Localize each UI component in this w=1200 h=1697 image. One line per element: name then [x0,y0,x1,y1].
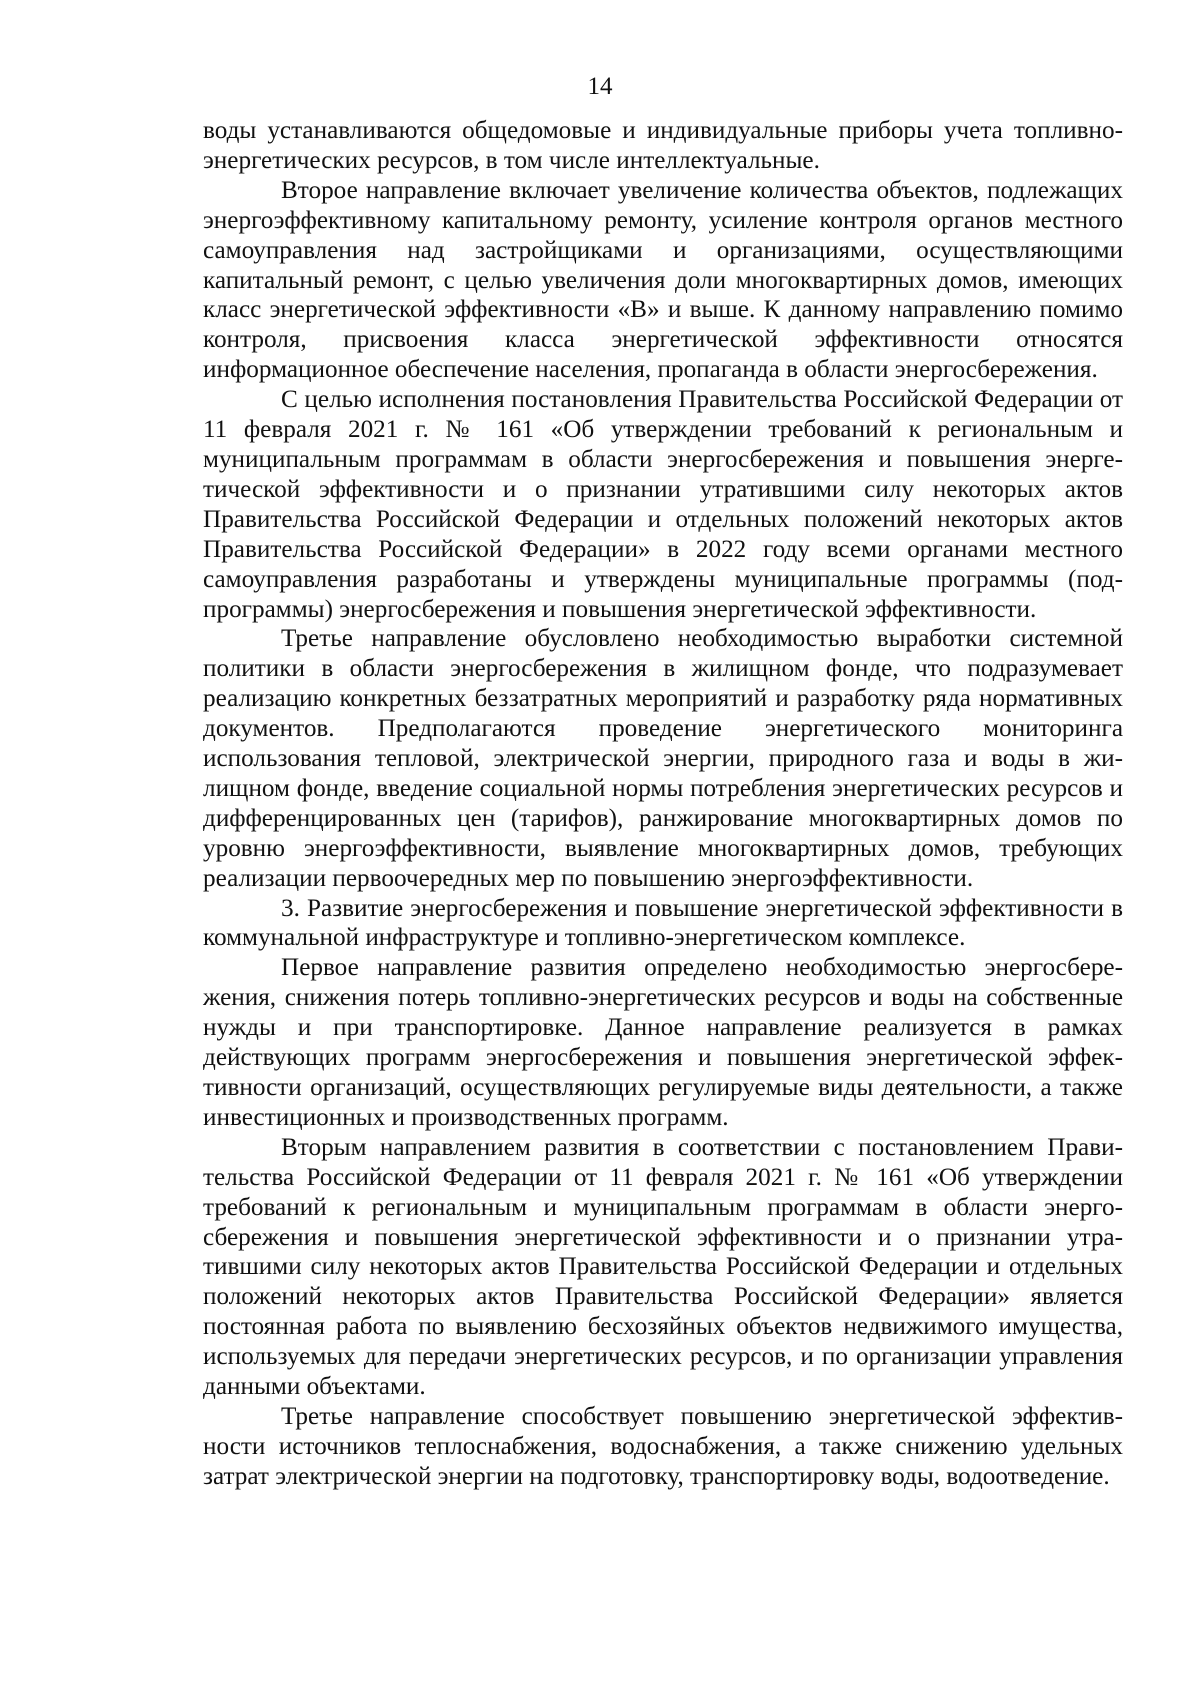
paragraph-third-development-direction: Третье направление способствует повышению энергетической эффективности источников теплоснабжения, водоснабжения, а также снижению удельных затрат электрической энергии на подготовку, транспортировку воды, водоотведение. [203,1402,1123,1490]
document-body [203,116,1123,1492]
section-heading-3: 3. Развитие энергосбережения и повышение энергетической эффективности в коммунальной инфраструктуре и топливно-энергетическом комплексе. [203,894,1123,952]
paragraph-first-development-direction: Первое направление развития определено необходимостью энергосбережения, снижения потерь топливно-энергетических ресурсов и воды на собственные нужды и при транспортировке. Данное направление реализуется в рамках действующих программ энергосбережения и повышения энергетической эффективности организаций, осуществляющих регулируемые виды деятельности, а также инвестиционных и производственных программ. [203,954,1123,1131]
paragraph-continuation: воды устанавливаются общедомовые и индивидуальные приборы учета топливно-энергетических ресурсов, в том числе интеллектуальные. [203,117,1123,174]
page-number: 14 [587,73,613,100]
paragraph-resolution-161: С целью исполнения постановления Правительства Российской Федерации от 11 февраля 2021 г. № 161 «Об утверждении требований к региональным и муниципальным программам в области энергосбережения и повышения энергетической эффективности и о признании утратившими силу некоторых актов Правительства Российской Федерации и отдельных положений некоторых актов Правительства Российской Федерации» в 2022 году всеми органами местного самоуправления разработаны и утверждены муниципальные программы (подпрограммы) энергосбережения и повышения энергетической эффективности. [203,386,1123,623]
paragraph-third-direction: Третье направление обусловлено необходимостью выработки системной политики в области энергосбережения в жилищном фонде, что подразумевает реализацию конкретных беззатратных мероприятий и разработку ряда нормативных документов. Предполагаются проведение энергетического мониторинга использования тепловой, электрической энергии, природного газа и воды в жилищном фонде, введение социальной нормы потребления энергетических ресурсов и дифференцированных цен (тарифов), ранжирование многоквартирных домов по уровню энергоэффективности, выявление многоквартирных домов, требующих реализации первоочередных мер по повышению энергоэффективности. [203,625,1123,892]
paragraph-second-direction: Второе направление включает увеличение количества объектов, подлежащих энергоэффективному капитальному ремонту, усиление контроля органов местного самоуправления над застройщиками и организациями, осуществляющими капитальный ремонт, с целью увеличения доли многоквартирных домов, имеющих класс энергетической эффективности «В» и выше. К данному направлению помимо контроля, присвоения класса энергетической эффективности относятся информационное обеспечение населения, пропаганда в области энергосбережения. [203,176,1123,384]
paragraph-second-development-direction: Вторым направлением развития в соответствии с постановлением Правительства Российской Федерации от 11 февраля 2021 г. № 161 «Об утверждении требований к региональным и муниципальным программам в области энергосбережения и повышения энергетической эффективности и о признании утратившими силу некоторых актов Правительства Российской Федерации и отдельных положений некоторых актов Правительства Российской Федерации» является постоянная работа по выявлению бесхозяйных объектов недвижимого имущества, используемых для передачи энергетических ресурсов, и по организации управления данными объектами. [203,1133,1123,1401]
